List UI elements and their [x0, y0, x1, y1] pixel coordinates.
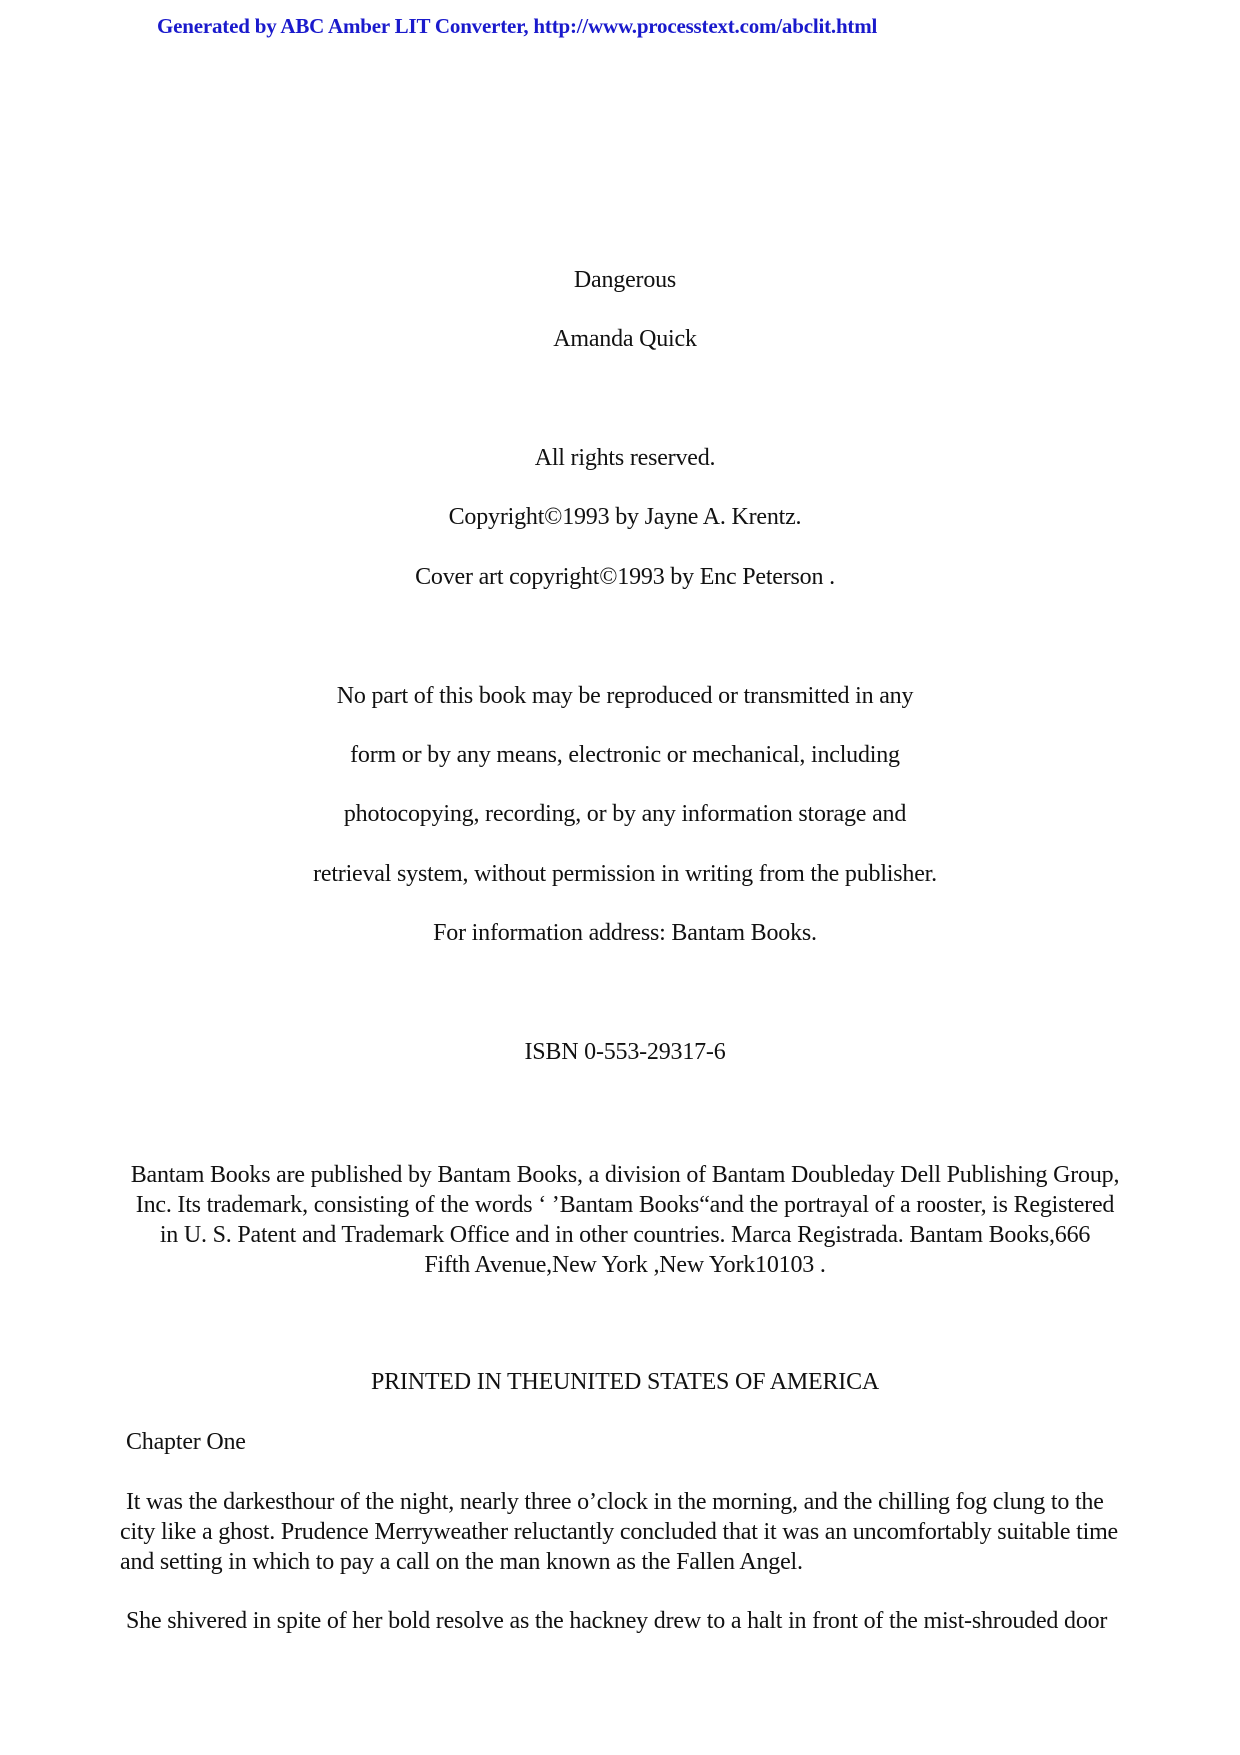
paragraph-line: city like a ghost. Prudence Merryweather reluctantly concluded that it was an uncomfortably suitable time [120, 1519, 1119, 1545]
chapter-paragraph-2 [120, 1606, 1130, 1636]
rights-reserved: All rights reserved. [534, 445, 716, 471]
copyright-line: Copyright©1993 by Jayne A. Krentz. [448, 504, 802, 530]
publisher-line: Inc. Its trademark, consisting of the words ‘ ’Bantam Books“and the portrayal of a rooster, is Registered [135, 1192, 1115, 1218]
notice-line: form or by any means, electronic or mechanical, including [350, 742, 900, 768]
cover-art-line: Cover art copyright©1993 by Enc Peterson . [415, 564, 835, 590]
publisher-line: Bantam Books are published by Bantam Books, a division of Bantam Doubleday Dell Publishing Group, [130, 1162, 1120, 1188]
notice-line: photocopying, recording, or by any information storage and [343, 801, 907, 827]
book-title: Dangerous [573, 267, 677, 293]
paragraph-line: She shivered in spite of her bold resolve as the hackney drew to a halt in front of the mist-shrouded door [126, 1608, 1108, 1634]
notice-line: No part of this book may be reproduced or transmitted in any [336, 683, 914, 709]
book-author: Amanda Quick [553, 326, 697, 352]
publisher-line: in U. S. Patent and Trademark Office and in other countries. Marca Registrada. Bantam Books,666 [159, 1222, 1091, 1248]
converter-header-link[interactable]: Generated by ABC Amber LIT Converter, http://www.processtext.com/abclit.html [157, 14, 878, 38]
chapter-heading-text: Chapter One [126, 1429, 246, 1455]
isbn: ISBN 0-553-29317-6 [524, 1039, 726, 1065]
notice-line: For information address: Bantam Books. [433, 920, 817, 946]
paragraph-line: and setting in which to pay a call on the man known as the Fallen Angel. [120, 1549, 803, 1575]
notice-line: retrieval system, without permission in writing from the publisher. [313, 861, 937, 887]
chapter-paragraph-1 [120, 1487, 1130, 1577]
paragraph-line: It was the darkesthour of the night, nearly three o’clock in the morning, and the chilling fog clung to the [126, 1489, 1104, 1515]
publisher-paragraph [120, 1160, 1130, 1280]
chapter-heading [120, 1427, 1130, 1457]
printed-in: PRINTED IN THEUNITED STATES OF AMERICA [370, 1369, 880, 1395]
publisher-line: Fifth Avenue,New York ,New York10103 . [424, 1252, 826, 1278]
